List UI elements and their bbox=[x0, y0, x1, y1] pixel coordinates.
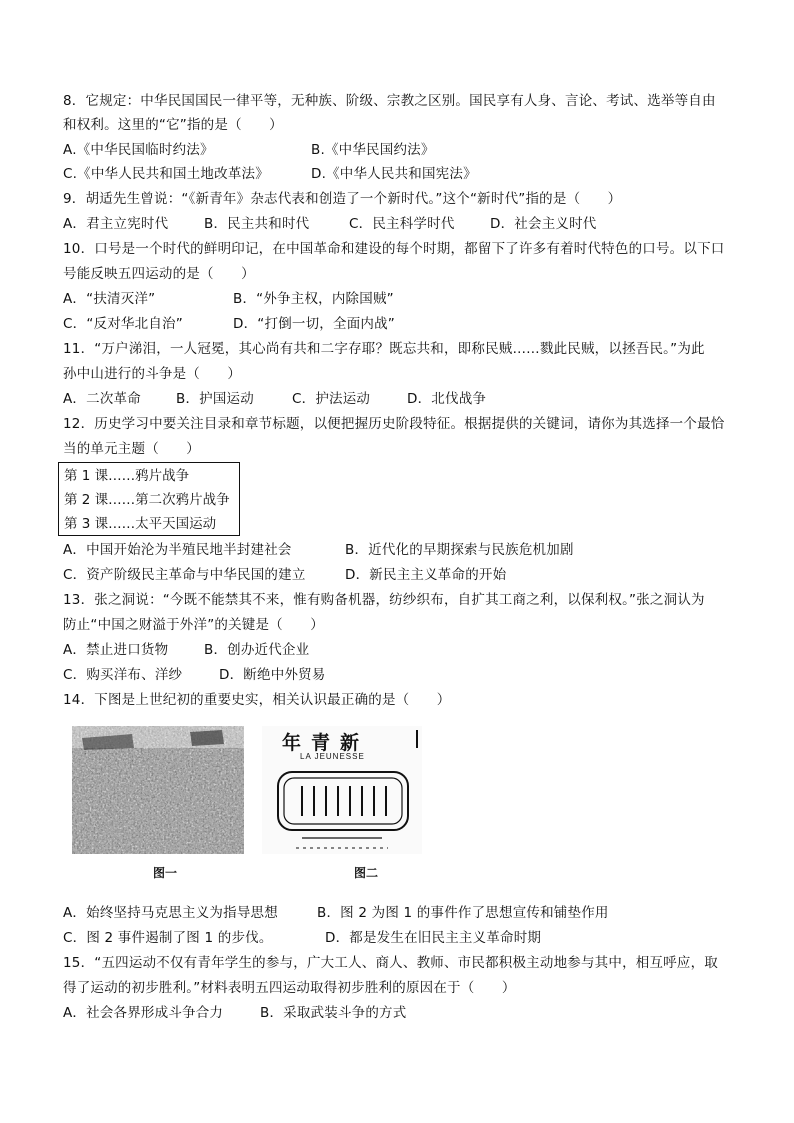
q8-option-c[interactable]: C.《中华人民共和国土地改革法》 bbox=[63, 166, 269, 182]
q13-option-b[interactable]: B．创办近代企业 bbox=[204, 642, 310, 658]
q12-option-b[interactable]: B．近代化的早期探索与民族危机加剧 bbox=[345, 542, 574, 558]
q12-box-line3: 第 3 课……太平天国运动 bbox=[64, 516, 217, 532]
q12-keyword-box bbox=[58, 462, 240, 536]
q9-option-c[interactable]: C．民主科学时代 bbox=[349, 216, 455, 232]
q13-option-d[interactable]: D．断绝中外贸易 bbox=[219, 667, 326, 683]
q11-stem-line2: 孙中山进行的斗争是（ ） bbox=[63, 366, 242, 382]
figure-2-subtitle: LA JEUNESSE bbox=[300, 752, 365, 761]
q15-option-a[interactable]: A．社会各界形成斗争合力 bbox=[63, 1005, 224, 1021]
q11-stem-line1: 11．“万户涕泪，一人冠冕，其心尚有共和二字存耶？既忘共和，即称民贼……戮此民贼，以拯吾民。”为此 bbox=[63, 341, 705, 357]
q14-option-d[interactable]: D．都是发生在旧民主主义革命时期 bbox=[325, 930, 542, 946]
q13-option-a[interactable]: A．禁止进口货物 bbox=[63, 642, 169, 658]
q15-stem-line2: 得了运动的初步胜利。”材料表明五四运动取得初步胜利的原因在于（ ） bbox=[63, 980, 516, 996]
q8-option-a[interactable]: A.《中华民国临时约法》 bbox=[63, 142, 214, 158]
q8-option-d[interactable]: D.《中华人民共和国宪法》 bbox=[311, 166, 477, 182]
q13-stem-line2: 防止“中国之财溢于外洋”的关键是（ ） bbox=[63, 617, 324, 633]
figure-2-title: 年青新 bbox=[282, 732, 370, 754]
q12-stem-line2: 当的单元主题（ ） bbox=[63, 441, 200, 457]
q10-option-c[interactable]: C．“反对华北自治” bbox=[63, 316, 183, 332]
q14-option-c[interactable]: C．图 2 事件遏制了图 1 的步伐。 bbox=[63, 930, 273, 946]
q10-option-d[interactable]: D．“打倒一切，全面内战” bbox=[233, 316, 395, 332]
q12-option-d[interactable]: D．新民主主义革命的开始 bbox=[345, 567, 507, 583]
q15-stem-line1: 15．“五四运动不仅有青年学生的参与，广大工人、商人、教师、市民都积极主动地参与其中，相互呼应，取 bbox=[63, 955, 718, 971]
q14-option-b[interactable]: B．图 2 为图 1 的事件作了思想宣传和铺垫作用 bbox=[317, 905, 609, 921]
figure-1-crowd-photo bbox=[72, 726, 244, 854]
q8-stem-line2: 和权利。这里的“它”指的是（ ） bbox=[63, 117, 283, 133]
q13-stem-line1: 13．张之洞说：“今既不能禁其不来，惟有购备机器，纺纱织布，自扩其工商之利，以保利权。”张之洞认为 bbox=[63, 592, 705, 608]
q9-stem: 9．胡适先生曾说：“《新青年》杂志代表和创造了一个新时代。”这个“新时代”指的是（ ） bbox=[63, 191, 622, 207]
q9-option-d[interactable]: D．社会主义时代 bbox=[490, 216, 597, 232]
q14-option-a[interactable]: A．始终坚持马克思主义为指导思想 bbox=[63, 905, 278, 921]
q10-option-a[interactable]: A．“扶清灭洋” bbox=[63, 291, 156, 307]
q8-option-b[interactable]: B.《中华民国约法》 bbox=[311, 142, 435, 158]
q9-option-b[interactable]: B．民主共和时代 bbox=[204, 216, 310, 232]
q10-option-b[interactable]: B．“外争主权，内除国贼” bbox=[233, 291, 394, 307]
figure-2-caption: 图二 bbox=[354, 866, 379, 880]
q12-option-a[interactable]: A．中国开始沦为半殖民地半封建社会 bbox=[63, 542, 292, 558]
figure-1-caption: 图一 bbox=[153, 866, 178, 880]
q12-option-c[interactable]: C．资产阶级民主革命与中华民国的建立 bbox=[63, 567, 306, 583]
q10-stem-line2: 号能反映五四运动的是（ ） bbox=[63, 266, 255, 282]
q12-box-line1: 第 1 课……鸦片战争 bbox=[64, 468, 190, 484]
q15-option-b[interactable]: B．采取武装斗争的方式 bbox=[260, 1005, 407, 1021]
q8-stem-line1: 8．它规定：中华民国国民一律平等，无种族、阶级、宗教之区别。国民享有人身、言论、考试、选举等自由 bbox=[63, 93, 716, 109]
q11-option-d[interactable]: D．北伐战争 bbox=[407, 391, 487, 407]
q14-stem: 14．下图是上世纪初的重要史实，相关认识最正确的是（ ） bbox=[63, 692, 451, 708]
q9-option-a[interactable]: A．君主立宪时代 bbox=[63, 216, 169, 232]
q12-stem-line1: 12．历史学习中要关注目录和章节标题，以便把握历史阶段特征。根据提供的关键词，请你为其选择一个最恰 bbox=[63, 416, 725, 432]
q12-box-line2: 第 2 课……第二次鸦片战争 bbox=[64, 492, 230, 508]
q11-option-a[interactable]: A．二次革命 bbox=[63, 391, 141, 407]
q11-option-c[interactable]: C．护法运动 bbox=[292, 391, 371, 407]
q13-option-c[interactable]: C．购买洋布、洋纱 bbox=[63, 667, 183, 683]
q11-option-b[interactable]: B．护国运动 bbox=[176, 391, 254, 407]
q10-stem-line1: 10．口号是一个时代的鲜明印记，在中国革命和建设的每个时期，都留下了许多有着时代特色的口号。以下口 bbox=[63, 241, 725, 257]
